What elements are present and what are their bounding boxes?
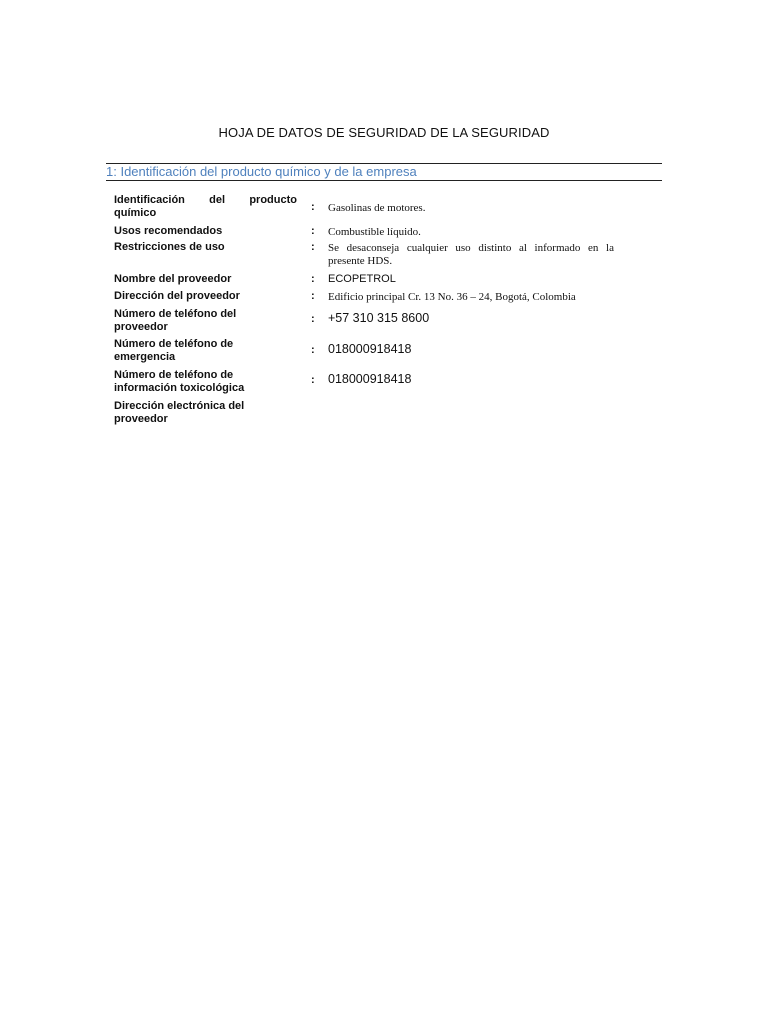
field-separator: : [311, 290, 315, 302]
field-value: +57 310 315 8600 [328, 311, 430, 325]
field-label: Nombre del proveedor [114, 273, 232, 285]
field-separator: : [311, 225, 315, 237]
field-separator: : [311, 201, 315, 213]
field-value: Gasolinas de motores. [328, 202, 426, 214]
field-value: Combustible líquido. [328, 226, 421, 238]
field-value: Edificio principal Cr. 13 No. 36 – 24, Bogotá, Colombia [328, 291, 576, 303]
field-separator: : [311, 273, 315, 285]
field-value: Se desaconseja cualquier uso distinto al informado en la presente HDS. [328, 242, 614, 267]
section-header [106, 163, 662, 181]
field-value: 018000918418 [328, 342, 412, 356]
field-separator: : [311, 313, 315, 325]
field-label: Dirección electrónica del proveedor [114, 400, 245, 425]
field-label: Identificación del producto químico [114, 194, 297, 219]
document-title: HOJA DE DATOS DE SEGURIDAD DE LA SEGURIDAD [218, 125, 550, 140]
field-label: Número de teléfono del proveedor [114, 308, 237, 333]
field-value: ECOPETROL [328, 273, 396, 285]
field-separator: : [311, 344, 315, 356]
field-label: Número de teléfono de información toxicológica [114, 369, 245, 394]
field-label: Dirección del proveedor [114, 290, 240, 302]
field-separator: : [311, 374, 315, 386]
field-value: 018000918418 [328, 372, 412, 386]
section-title: 1: Identificación del producto químico y de la empresa [106, 164, 417, 179]
field-label: Usos recomendados [114, 225, 223, 237]
field-label: Número de teléfono de emergencia [114, 338, 234, 363]
field-label: Restricciones de uso [114, 241, 225, 253]
field-separator: : [311, 241, 315, 253]
